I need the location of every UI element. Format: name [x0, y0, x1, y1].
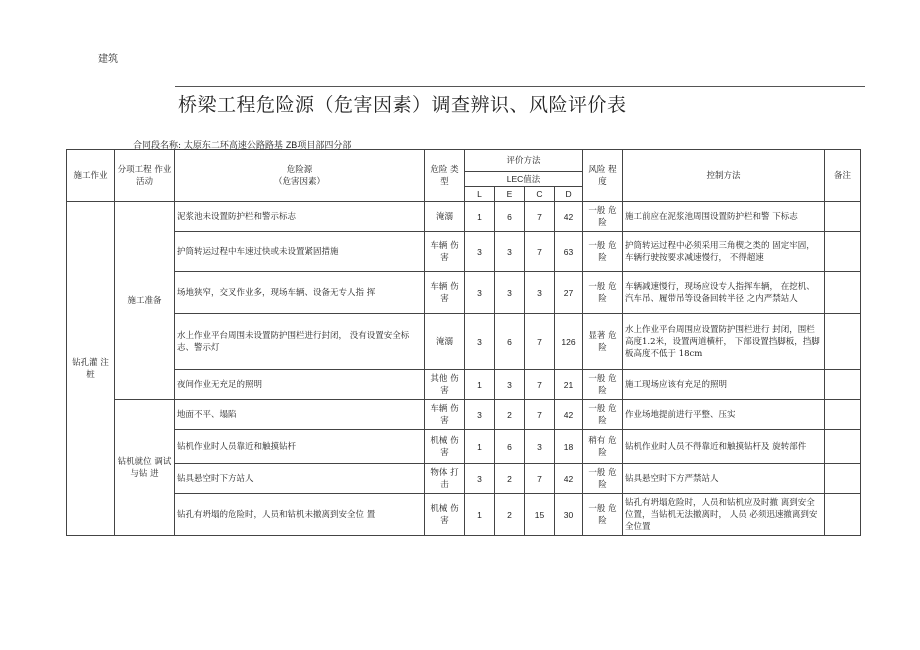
- header-hazard-line2: （危害因素）: [273, 176, 325, 187]
- e-cell: 6: [495, 430, 525, 464]
- l-cell: 3: [465, 400, 495, 430]
- header-level: 风险 程度: [583, 150, 623, 202]
- l-cell: 1: [465, 370, 495, 400]
- level-cell: 一般 危险: [583, 272, 623, 314]
- control-cell: 钻孔有坍塌危险时，人员和钻机应及时撤 离到安全位置，当钻机无法撤离时， 人员 必须迅速撤离到安全位置: [623, 494, 825, 536]
- remark-cell: [825, 272, 861, 314]
- type-cell: 淹溺: [425, 202, 465, 232]
- activity-cell: 钻机就位 调试与钻 进: [115, 400, 175, 536]
- level-cell: 一般 危险: [583, 464, 623, 494]
- remark-cell: [825, 430, 861, 464]
- type-cell: 机械 伤害: [425, 430, 465, 464]
- d-cell: 30: [555, 494, 583, 536]
- c-cell: 7: [525, 464, 555, 494]
- table-row: [67, 272, 861, 314]
- e-cell: 2: [495, 464, 525, 494]
- control-cell: 水上作业平台周围应设置防护围栏进行 封闭，围栏高度1.2米，设置两道横杆， 下部设置挡脚板，挡脚板高度不低于 18cm: [623, 314, 825, 370]
- d-cell: 126: [555, 314, 583, 370]
- l-cell: 3: [465, 272, 495, 314]
- c-cell: 3: [525, 430, 555, 464]
- type-cell: 车辆 伤害: [425, 272, 465, 314]
- remark-cell: [825, 464, 861, 494]
- hazard-cell: 钻机作业时人员靠近和触摸钻杆: [175, 430, 425, 464]
- control-cell: 钻机作业时人员不得靠近和触摸钻杆及 旋转部件: [623, 430, 825, 464]
- control-cell: 车辆减速慢行，现场应设专人指挥车辆， 在挖机、汽车吊、履带吊等设备回转半径 之内严禁站人: [623, 272, 825, 314]
- hazard-cell: 夜间作业无充足的照明: [175, 370, 425, 400]
- c-cell: 7: [525, 232, 555, 272]
- header-hazard: [175, 150, 425, 202]
- c-cell: 7: [525, 370, 555, 400]
- level-cell: 显著 危险: [583, 314, 623, 370]
- d-cell: 27: [555, 272, 583, 314]
- header-type: 危险 类型: [425, 150, 465, 202]
- contract-value-prefix: 太原东二环高速公路路基: [183, 141, 283, 151]
- header-remark: 备注: [825, 150, 861, 202]
- remark-cell: [825, 202, 861, 232]
- type-cell: 物体 打击: [425, 464, 465, 494]
- remark-cell: [825, 370, 861, 400]
- header-hazard-line1: 危险源: [286, 164, 313, 175]
- contract-label: 合同段名称:: [133, 141, 182, 151]
- d-cell: 21: [555, 370, 583, 400]
- header-control: 控制方法: [623, 150, 825, 202]
- e-cell: 2: [495, 494, 525, 536]
- c-cell: 7: [525, 400, 555, 430]
- l-cell: 3: [465, 314, 495, 370]
- remark-cell: [825, 494, 861, 536]
- table-body: [67, 202, 861, 536]
- header-eval: 评价方法: [465, 150, 583, 172]
- d-cell: 63: [555, 232, 583, 272]
- d-cell: 42: [555, 400, 583, 430]
- control-cell: 作业场地提前进行平整、压实: [623, 400, 825, 430]
- type-cell: 车辆 伤害: [425, 400, 465, 430]
- table-row: [67, 400, 861, 430]
- header-tag: 建筑: [98, 54, 118, 65]
- contract-value-suffix: 项目部四分部: [297, 141, 352, 151]
- hazard-cell: 泥浆池未设置防护栏和警示标志: [175, 202, 425, 232]
- l-cell: 1: [465, 494, 495, 536]
- type-cell: 车辆 伤害: [425, 232, 465, 272]
- c-cell: 7: [525, 202, 555, 232]
- header-L: L: [465, 187, 495, 202]
- page-title: 桥梁工程危险源（危害因素）调查辨识、风险评价表: [178, 94, 627, 116]
- e-cell: 2: [495, 400, 525, 430]
- table-header: [67, 150, 861, 202]
- hazard-cell: 钻孔有坍塌的危险时，人员和钻机未撤离到安全位 置: [175, 494, 425, 536]
- level-cell: 一般 危险: [583, 202, 623, 232]
- work-cell: 钻孔灌 注桩: [67, 202, 115, 536]
- table-row: [67, 202, 861, 232]
- hazard-cell: 地面不平、塌陷: [175, 400, 425, 430]
- l-cell: 1: [465, 202, 495, 232]
- table-row: [67, 430, 861, 464]
- d-cell: 42: [555, 202, 583, 232]
- level-cell: 一般 危险: [583, 232, 623, 272]
- remark-cell: [825, 400, 861, 430]
- type-cell: 淹溺: [425, 314, 465, 370]
- e-cell: 3: [495, 370, 525, 400]
- d-cell: 18: [555, 430, 583, 464]
- header-D: D: [555, 187, 583, 202]
- header-lec: LEC值法: [465, 172, 583, 187]
- hazard-cell: 钻具悬空时下方站人: [175, 464, 425, 494]
- table-row: [67, 464, 861, 494]
- l-cell: 1: [465, 430, 495, 464]
- e-cell: 3: [495, 232, 525, 272]
- table-row: [67, 314, 861, 370]
- remark-cell: [825, 314, 861, 370]
- header-E: E: [495, 187, 525, 202]
- header-rule: [175, 86, 865, 87]
- table-row: [67, 370, 861, 400]
- type-cell: 其他 伤害: [425, 370, 465, 400]
- hazard-cell: 水上作业平台周围未设置防护围栏进行封闭， 没有设置安全标志、警示灯: [175, 314, 425, 370]
- level-cell: 一般 危险: [583, 494, 623, 536]
- remark-cell: [825, 232, 861, 272]
- e-cell: 6: [495, 202, 525, 232]
- activity-cell: 施工准备: [115, 202, 175, 400]
- table-row: [67, 232, 861, 272]
- type-cell: 机械 伤害: [425, 494, 465, 536]
- level-cell: 稍有 危险: [583, 430, 623, 464]
- l-cell: 3: [465, 464, 495, 494]
- c-cell: 15: [525, 494, 555, 536]
- header-C: C: [525, 187, 555, 202]
- l-cell: 3: [465, 232, 495, 272]
- level-cell: 一般 危险: [583, 370, 623, 400]
- c-cell: 7: [525, 314, 555, 370]
- e-cell: 3: [495, 272, 525, 314]
- control-cell: 施工前应在泥浆池周围设置防护栏和警 下标志: [623, 202, 825, 232]
- header-activity: 分项工程 作业活动: [115, 150, 175, 202]
- hazard-cell: 场地狭窄，交叉作业多，现场车辆、设备无专人指 挥: [175, 272, 425, 314]
- header-work: 施工作业: [67, 150, 115, 202]
- control-cell: 钻具悬空时下方严禁站人: [623, 464, 825, 494]
- d-cell: 42: [555, 464, 583, 494]
- e-cell: 6: [495, 314, 525, 370]
- hazard-cell: 护筒转运过程中车速过快或未设置紧固措施: [175, 232, 425, 272]
- table-row: [67, 494, 861, 536]
- contract-code: ZB: [285, 140, 298, 150]
- control-cell: 护筒转运过程中必须采用三角楔之类的 固定牢固，车辆行驶按要求减速慢行， 不得超速: [623, 232, 825, 272]
- risk-table: [66, 149, 861, 536]
- c-cell: 3: [525, 272, 555, 314]
- control-cell: 施工现场应该有充足的照明: [623, 370, 825, 400]
- level-cell: 一般 危险: [583, 400, 623, 430]
